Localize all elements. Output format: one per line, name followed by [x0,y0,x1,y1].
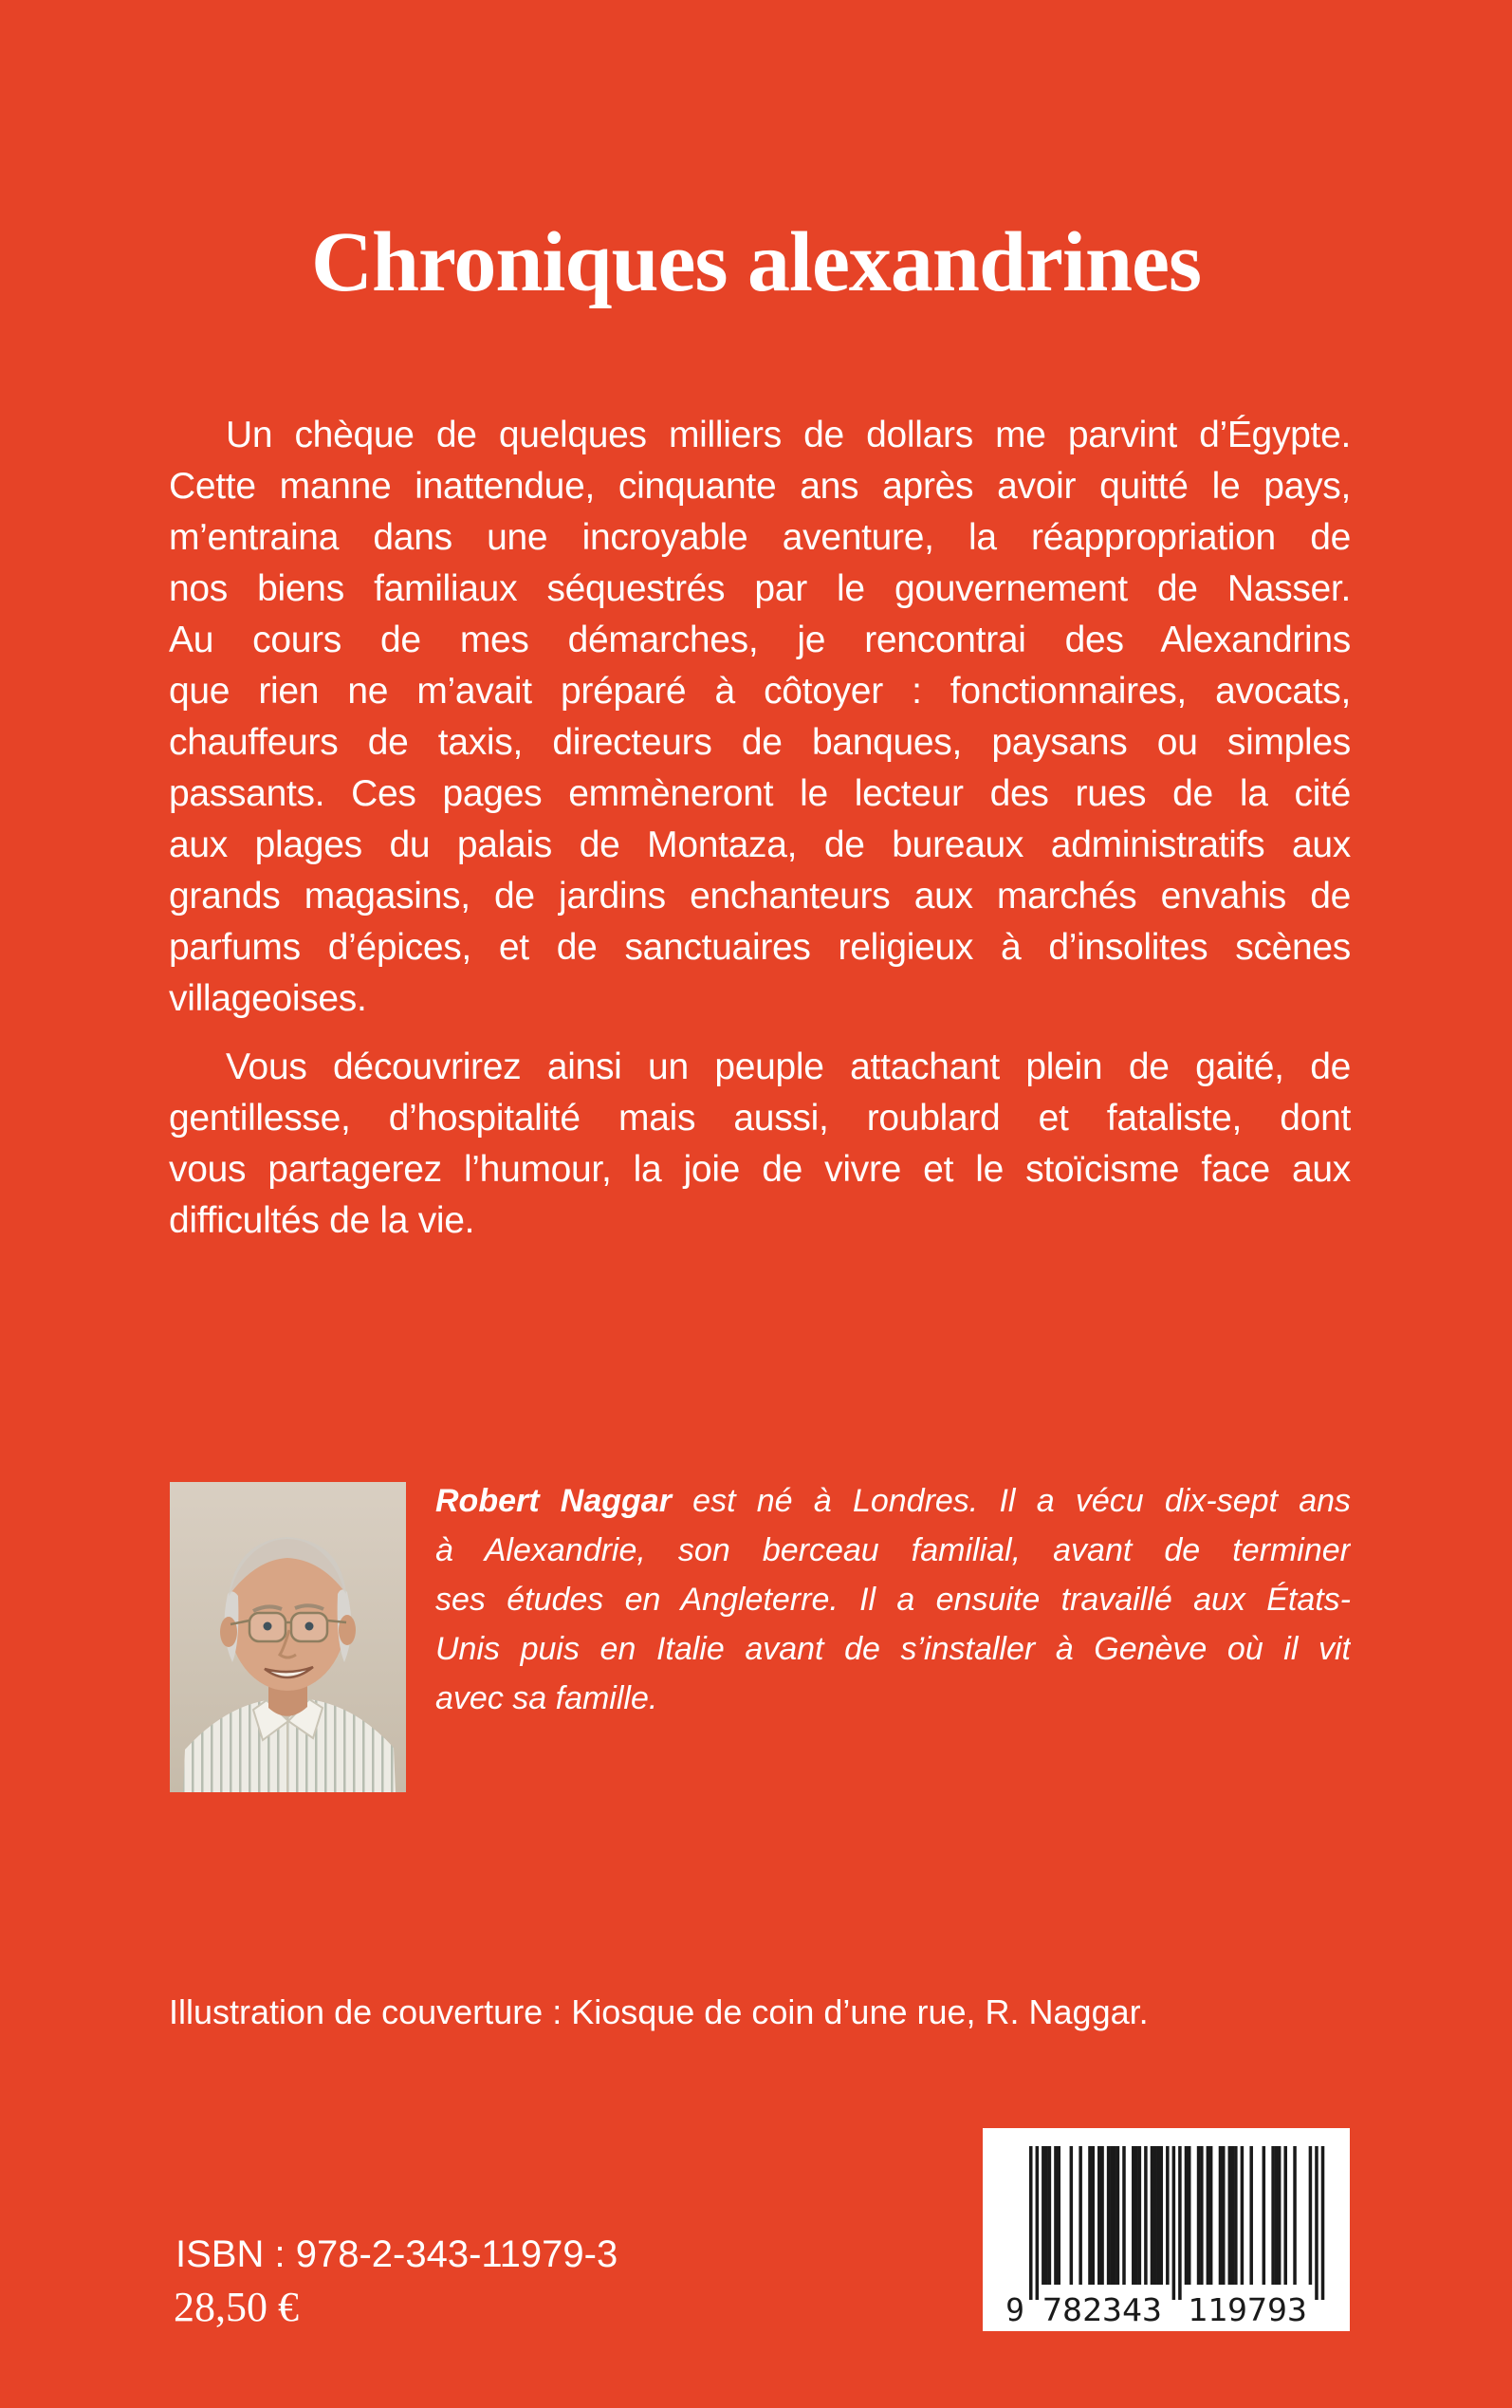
synopsis-line: villageoises. [169,978,367,1019]
synopsis-line: Cette manne inattendue, cinquante ans après avoir quitté le pays, [169,466,1351,507]
author-photo [170,1482,406,1792]
isbn-text: ISBN : 978-2-343-11979-3 [175,2233,618,2275]
synopsis-paragraph-1 [169,410,1351,1025]
author-bio [435,1476,1351,1723]
ear-right [339,1615,356,1645]
bio-line: Robert Naggar est né à Londres. Il a vécu dix-sept ans [435,1483,1351,1519]
eye-left [264,1622,272,1631]
barcode-svg [983,2128,1350,2331]
barcode-digits-right: 119793 [1188,2291,1307,2328]
ear-left [220,1617,237,1647]
barcode-panel [983,2128,1350,2331]
barcode-digits-left: 782343 [1042,2291,1162,2328]
synopsis-line: aux plages du palais de Montaza, de bureaux administratifs aux [169,824,1351,865]
synopsis-line: Un chèque de quelques milliers de dollars me parvint d’Égypte. [226,415,1351,455]
synopsis-line: Vous découvrirez ainsi un peuple attachant plein de gaité, de [226,1047,1351,1087]
barcode-digit-first: 9 [1005,2291,1024,2328]
price-text: 28,50 € [174,2284,299,2330]
synopsis-line: Au cours de mes démarches, je rencontrai des Alexandrins [169,620,1351,660]
synopsis-line: chauffeurs de taxis, directeurs de banques, paysans ou simples [169,722,1351,763]
synopsis-line: parfums d’épices, et de sanctuaires religieux à d’insolites scènes [169,927,1351,968]
bio-line: avec sa famille. [435,1680,658,1716]
page-title: Chroniques alexandrines [310,215,1202,310]
bio-line: à Alexandrie, son berceau familial, avant de terminer [435,1532,1351,1568]
bio-line: ses études en Angleterre. Il a ensuite travaillé aux États- [435,1582,1351,1618]
cover-illustration-credit: Illustration de couverture : Kiosque de coin d’une rue, R. Naggar. [169,1992,1149,2031]
synopsis-line: que rien ne m’avait préparé à côtoyer : fonctionnaires, avocats, [169,671,1351,712]
synopsis-line: grands magasins, de jardins enchanteurs aux marchés envahis de [169,876,1351,917]
synopsis-line: vous partagerez l’humour, la joie de vivre et le stoïcisme face aux [169,1149,1351,1190]
eye-right [305,1622,314,1631]
synopsis-line: gentillesse, d’hospitalité mais aussi, roublard et fataliste, dont [169,1098,1351,1139]
author-name: Robert Naggar [435,1483,672,1519]
synopsis-line: passants. Ces pages emmèneront le lecteur des rues de la cité [169,773,1351,814]
synopsis-line: nos biens familiaux séquestrés par le gouvernement de Nasser. [169,568,1351,609]
synopsis-line: m’entraina dans une incroyable aventure, la réappropriation de [169,517,1351,558]
bio-line: Unis puis en Italie avant de s’installer à Genève où il vit [435,1631,1351,1667]
synopsis-line: difficultés de la vie. [169,1200,475,1241]
synopsis [169,410,1351,1264]
synopsis-paragraph-2 [169,1042,1351,1247]
